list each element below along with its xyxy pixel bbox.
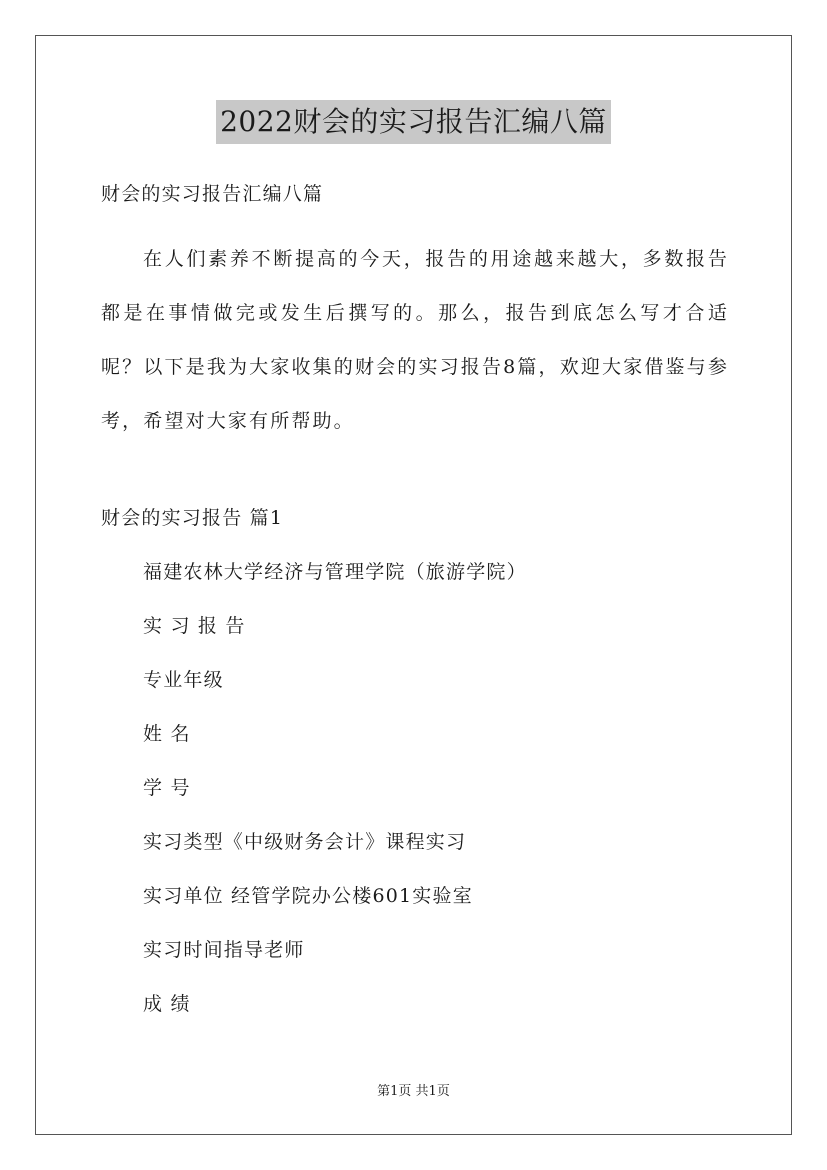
section-line-major: 专业年级 (143, 669, 224, 691)
section-line-unit: 实习单位 经管学院办公楼601实验室 (143, 885, 473, 907)
section-line-type: 实习类型《中级财务会计》课程实习 (143, 831, 467, 853)
section-line-name: 姓 名 (143, 723, 191, 745)
document-title (0, 100, 827, 144)
section-line-time-advisor: 实习时间指导老师 (143, 939, 305, 961)
section-line-report-label: 实 习 报 告 (143, 615, 246, 637)
section-line-student-id: 学 号 (143, 777, 191, 799)
document-subtitle: 财会的实习报告汇编八篇 (101, 183, 324, 205)
document-title-text: 2022财会的实习报告汇编八篇 (216, 100, 611, 144)
section-line-grade: 成 绩 (143, 993, 191, 1015)
section-heading: 财会的实习报告 篇1 (101, 507, 284, 529)
intro-paragraph: 在人们素养不断提高的今天，报告的用途越来越大，多数报告都是在事情做完或发生后撰写的。那么，报告到底怎么写才合适呢？以下是我为大家收集的财会的实习报告8篇，欢迎大家借鉴与参考，希望对大家有所帮助。 (101, 248, 729, 432)
section-line-school: 福建农林大学经济与管理学院（旅游学院） (143, 561, 527, 583)
page-number-footer: 第1页 共1页 (377, 1084, 450, 1099)
